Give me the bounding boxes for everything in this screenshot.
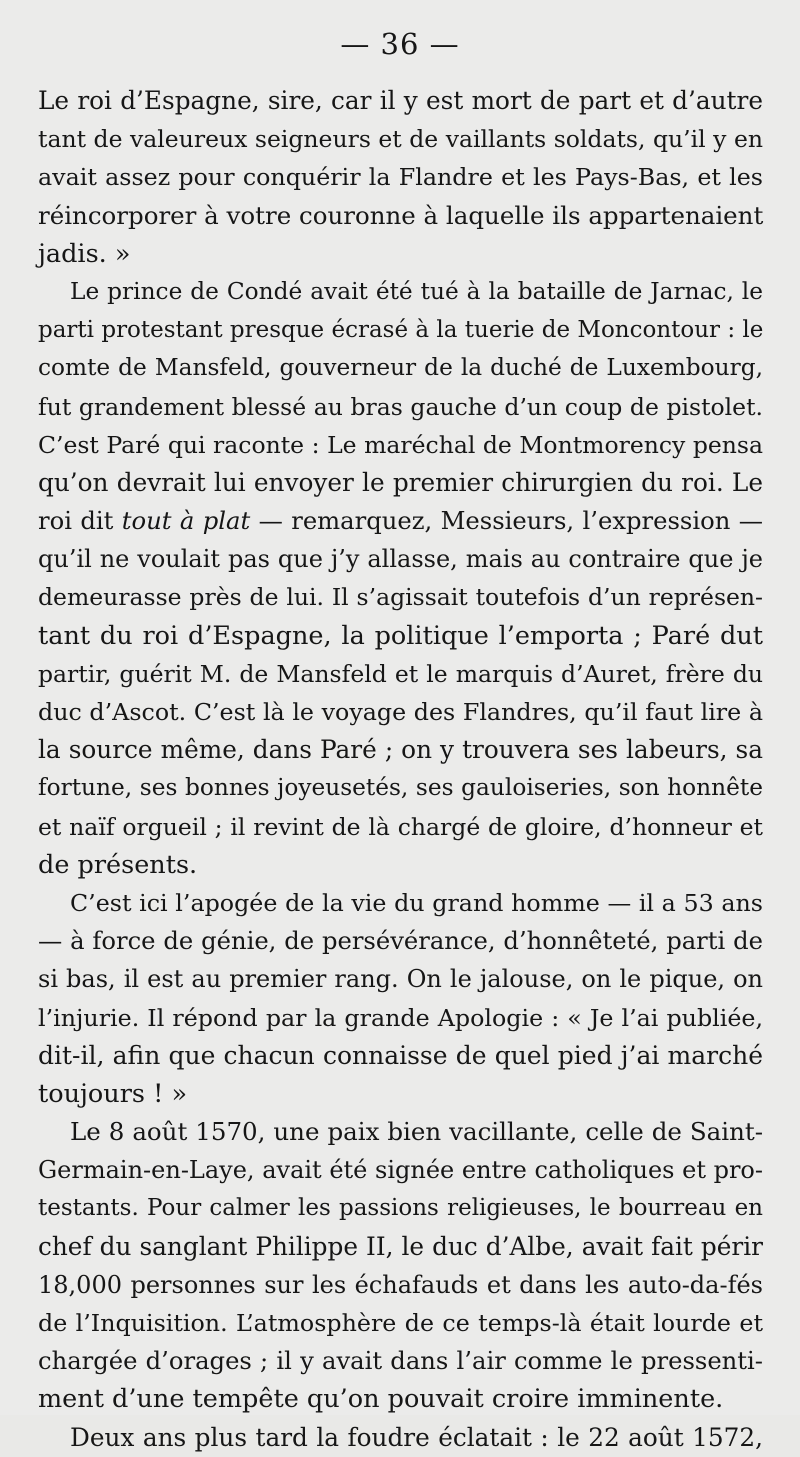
- text-line: partir, guérit M. de Mansfeld et le marquis d’Auret, frère du: [38, 659, 763, 688]
- text-line: C’est Paré qui raconte : Le maréchal de Montmorency pensa: [38, 430, 763, 459]
- text-segment: roi dit: [38, 506, 122, 536]
- text-line: chef du sanglant Philippe II, le duc d’Albe, avait fait périr: [38, 1231, 763, 1261]
- italic-phrase: tout à plat: [121, 506, 251, 536]
- text-line: dit-il, afin que chacun connaisse de quel pied j’ai marché: [38, 1040, 763, 1070]
- text-line: [38, 502, 763, 540]
- text-line: de présents.: [38, 849, 198, 880]
- text-line: l’injurie. Il répond par la grande Apologie : « Je l’ai publiée,: [38, 1003, 763, 1032]
- text-line: avait assez pour conquérir la Flandre et les Pays-Bas, et les: [38, 163, 763, 192]
- text-line: Deux ans plus tard la foudre éclatait : le 22 août 1572,: [70, 1422, 763, 1452]
- text-line: qu’on devrait lui envoyer le premier chirurgien du roi. Le: [38, 467, 763, 497]
- text-line: comte de Mansfeld, gouverneur de la duché de Luxembourg,: [38, 354, 763, 382]
- text-line: ment d’une tempête qu’on pouvait croire imminente.: [38, 1384, 724, 1415]
- text-line: chargée d’orages ; il y avait dans l’air comme le pressenti-: [38, 1346, 763, 1376]
- text-line: fortune, ses bonnes joyeusetés, ses gauloiseries, son honnête: [38, 774, 763, 802]
- text-line: duc d’Ascot. C’est là le voyage des Flandres, qu’il faut lire à: [38, 698, 763, 726]
- text-line: et naïf orgueil ; il revint de là chargé de gloire, d’honneur et: [38, 812, 763, 841]
- text-line: jadis. »: [38, 238, 131, 269]
- text-line: 18,000 personnes sur les échafauds et dans les auto-da-fés: [38, 1270, 763, 1299]
- text-line: C’est ici l’apogée de la vie du grand homme — il a 53 ans: [70, 888, 763, 917]
- text-line: si bas, il est au premier rang. On le jalouse, on le pique, on: [38, 965, 763, 994]
- text-line: fut grandement blessé au bras gauche d’un coup de pistolet.: [38, 392, 763, 421]
- text-segment: — remarquez, Messieurs, l’expression —: [250, 506, 763, 536]
- text-line: tant de valeureux seigneurs et de vaillants soldats, qu’il y en: [38, 125, 763, 154]
- text-line: — à force de génie, de persévérance, d’honnêteté, parti de: [38, 926, 763, 956]
- body-text: [38, 82, 763, 1457]
- text-line: la source même, dans Paré ; on y trouvera ses labeurs, sa: [38, 735, 763, 765]
- text-line: toujours ! »: [38, 1078, 188, 1109]
- text-line: tant du roi d’Espagne, la politique l’emporta ; Paré dut: [38, 620, 763, 651]
- text-line: qu’il ne voulait pas que j’y allasse, mais au contraire que je: [38, 545, 763, 574]
- text-line: Le prince de Condé avait été tué à la bataille de Jarnac, le: [70, 277, 763, 305]
- text-line: parti protestant presque écrasé à la tuerie de Moncontour : le: [38, 317, 764, 344]
- text-line: testants. Pour calmer les passions religieuses, le bourreau en: [38, 1195, 763, 1222]
- text-line: de l’Inquisition. L’atmosphère de ce temps-là était lourde et: [38, 1309, 763, 1337]
- text-line: Germain-en-Laye, avait été signée entre catholiques et pro-: [38, 1156, 763, 1185]
- text-line: réincorporer à votre couronne à laquelle ils appartenaient: [38, 200, 764, 230]
- text-line: Le 8 août 1570, une paix bien vacillante, celle de Saint-: [70, 1117, 763, 1147]
- text-line: demeurasse près de lui. Il s’agissait toutefois d’un représen-: [38, 583, 763, 612]
- page-number: — 36 —: [340, 27, 460, 61]
- text-line: Le roi d’Espagne, sire, car il y est mort de part et d’autre: [38, 86, 763, 115]
